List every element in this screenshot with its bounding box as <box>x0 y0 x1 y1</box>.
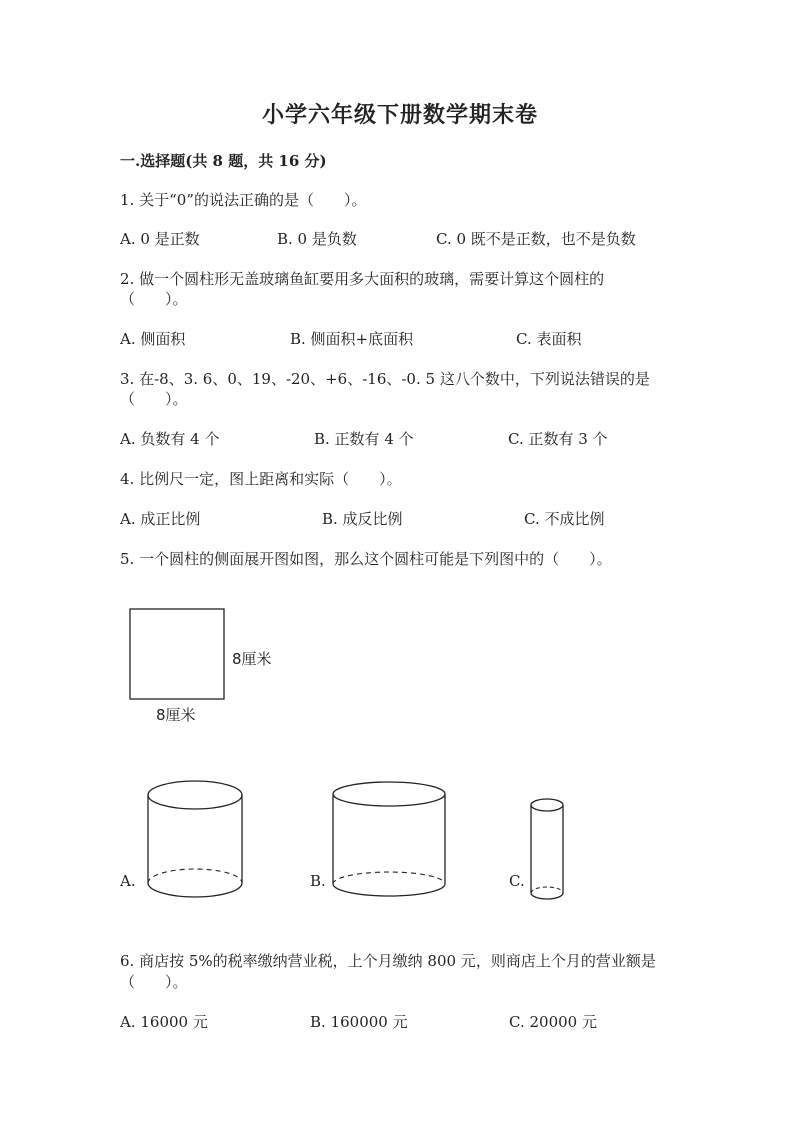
question-5-option-b[interactable]: B. <box>310 872 326 890</box>
question-3-text-cont: （ ）。 <box>120 390 188 408</box>
question-5-option-a[interactable]: A. <box>120 872 136 890</box>
cylinder-c[interactable] <box>527 793 569 905</box>
cylinder-a[interactable] <box>140 775 250 905</box>
question-4-option-c[interactable]: C. 不成比例 <box>524 510 605 528</box>
question-2-option-b[interactable]: B. 侧面积+底面积 <box>290 330 414 348</box>
question-4-option-a[interactable]: A. 成正比例 <box>120 510 201 528</box>
question-6-text-cont: （ ）。 <box>120 973 188 991</box>
question-1-text: 1. 关于“0”的说法正确的是（ ）。 <box>120 191 367 209</box>
question-3-option-b[interactable]: B. 正数有 4 个 <box>314 430 414 448</box>
question-3-option-c[interactable]: C. 正数有 3 个 <box>508 430 608 448</box>
cylinder-b[interactable] <box>326 778 456 898</box>
question-2-text: 2. 做一个圆柱形无盖玻璃鱼缸要用多大面积的玻璃，需要计算这个圆柱的 <box>120 270 605 288</box>
question-4-option-b[interactable]: B. 成反比例 <box>322 510 403 528</box>
question-3-text: 3. 在-8、3. 6、0、19、-20、+6、-16、-0. 5 这八个数中，下列说法错误的是 <box>120 370 650 388</box>
square-bottom-label: 8厘米 <box>156 706 196 724</box>
square-side-label: 8厘米 <box>232 650 272 668</box>
question-1-option-c[interactable]: C. 0 既不是正数，也不是负数 <box>436 230 636 248</box>
page-title: 小学六年级下册数学期末卷 <box>261 102 538 128</box>
question-5-text: 5. 一个圆柱的侧面展开图如图，那么这个圆柱可能是下列图中的（ ）。 <box>120 550 612 568</box>
square-net <box>130 609 224 699</box>
section-heading: 一.选择题(共 8 题，共 16 分) <box>120 152 327 170</box>
unfolded-side-figure <box>110 600 310 730</box>
question-6-option-c[interactable]: C. 20000 元 <box>509 1013 597 1031</box>
question-2-option-c[interactable]: C. 表面积 <box>516 330 582 348</box>
question-4-text: 4. 比例尺一定，图上距离和实际（ ）。 <box>120 470 402 488</box>
question-2-text-cont: （ ）。 <box>120 290 188 308</box>
question-1-option-a[interactable]: A. 0 是正数 <box>120 230 200 248</box>
question-6-text: 6. 商店按 5%的税率缴纳营业税，上个月缴纳 800 元，则商店上个月的营业额是 <box>120 952 656 970</box>
question-6-option-b[interactable]: B. 160000 元 <box>310 1013 408 1031</box>
question-1-option-b[interactable]: B. 0 是负数 <box>277 230 357 248</box>
question-6-option-a[interactable]: A. 16000 元 <box>120 1013 208 1031</box>
question-2-option-a[interactable]: A. 侧面积 <box>120 330 186 348</box>
question-5-option-c[interactable]: C. <box>509 872 525 890</box>
question-3-option-a[interactable]: A. 负数有 4 个 <box>120 430 220 448</box>
